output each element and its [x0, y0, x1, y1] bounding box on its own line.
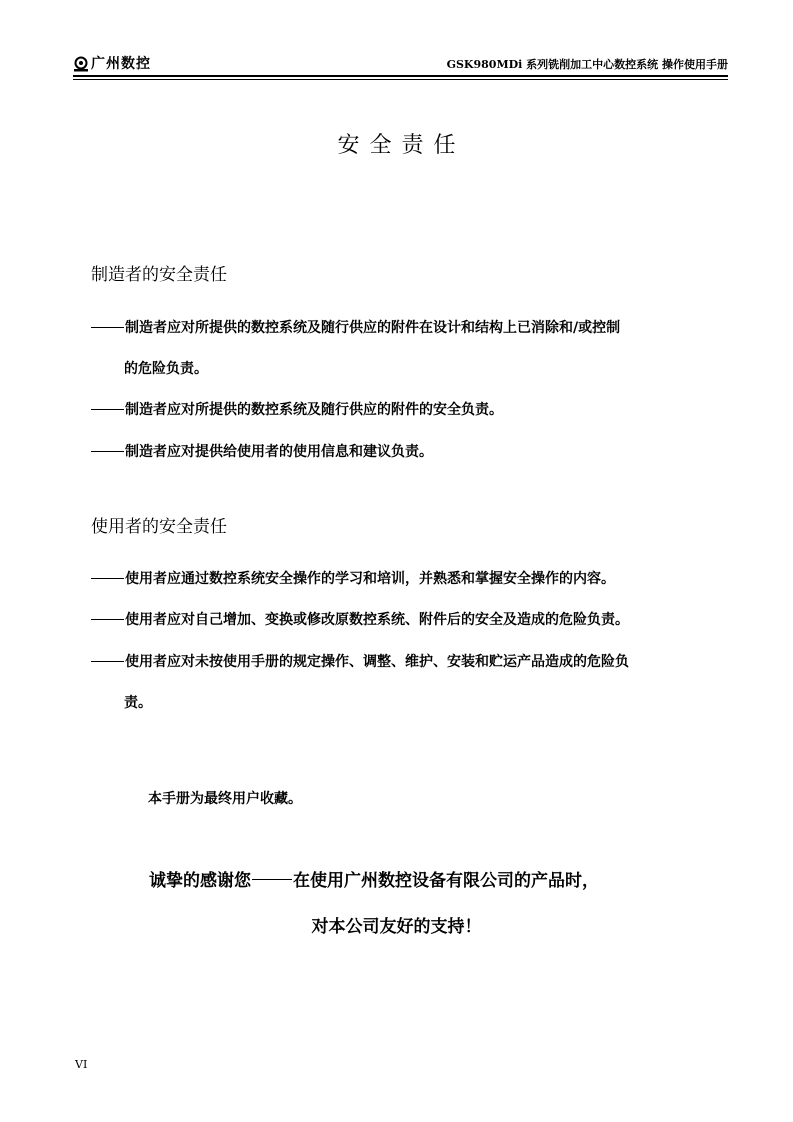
- item-text: 制造者应对提供给使用者的使用信息和建议负责。: [125, 444, 433, 460]
- manufacturer-heading: 制造者的安全责任: [91, 265, 227, 285]
- em-dash: [91, 578, 124, 579]
- page-header: [73, 54, 728, 76]
- thanks-part-2: 在使用广州数控设备有限公司的产品时，: [293, 871, 599, 891]
- document-title: GSK980MDi 系列铣削加工中心数控系统 操作使用手册: [446, 58, 728, 71]
- thanks-line-1: [149, 869, 599, 893]
- user-heading: 使用者的安全责任: [91, 517, 227, 537]
- em-dash: [91, 327, 124, 328]
- thanks-line-2: 对本公司友好的支持！: [311, 917, 482, 937]
- item-text: 使用者应对自己增加、变换或修改原数控系统、附件后的安全及造成的危险负责。: [125, 612, 629, 628]
- manufacturer-item-1-continued: 的危险负责。: [124, 361, 208, 377]
- user-item-3-continued: 责。: [124, 695, 152, 711]
- thanks-part-1: 诚挚的感谢您: [149, 871, 251, 891]
- header-rule-thick: [73, 75, 728, 77]
- company-logo: [73, 55, 151, 73]
- manufacturer-item-3: [91, 442, 433, 462]
- user-item-1: [91, 569, 615, 589]
- em-dash: [91, 661, 124, 662]
- user-item-3: [91, 652, 629, 672]
- item-text: 制造者应对所提供的数控系统及随行供应的附件的安全负责。: [125, 402, 503, 418]
- page-number: VI: [75, 1058, 88, 1071]
- em-dash: [91, 451, 124, 452]
- item-text: 使用者应对未按使用手册的规定操作、调整、维护、安装和贮运产品造成的危险负: [125, 654, 629, 670]
- item-text: 使用者应通过数控系统安全操作的学习和培训，并熟悉和掌握安全操作的内容。: [125, 571, 615, 587]
- item-text: 制造者应对所提供的数控系统及随行供应的附件在设计和结构上已消除和/或控制: [125, 320, 621, 336]
- em-dash: [252, 879, 292, 880]
- page-title: 安全责任: [337, 133, 466, 158]
- em-dash: [91, 619, 124, 620]
- header-rule-thin: [73, 79, 728, 80]
- user-item-2: [91, 610, 629, 630]
- manufacturer-item-2: [91, 400, 503, 420]
- manufacturer-item-1: [91, 318, 620, 338]
- collection-note: 本手册为最终用户收藏。: [148, 791, 302, 807]
- em-dash: [91, 409, 124, 410]
- logo-text: 广州数控: [91, 56, 151, 72]
- gsk-logo-icon: [73, 56, 89, 72]
